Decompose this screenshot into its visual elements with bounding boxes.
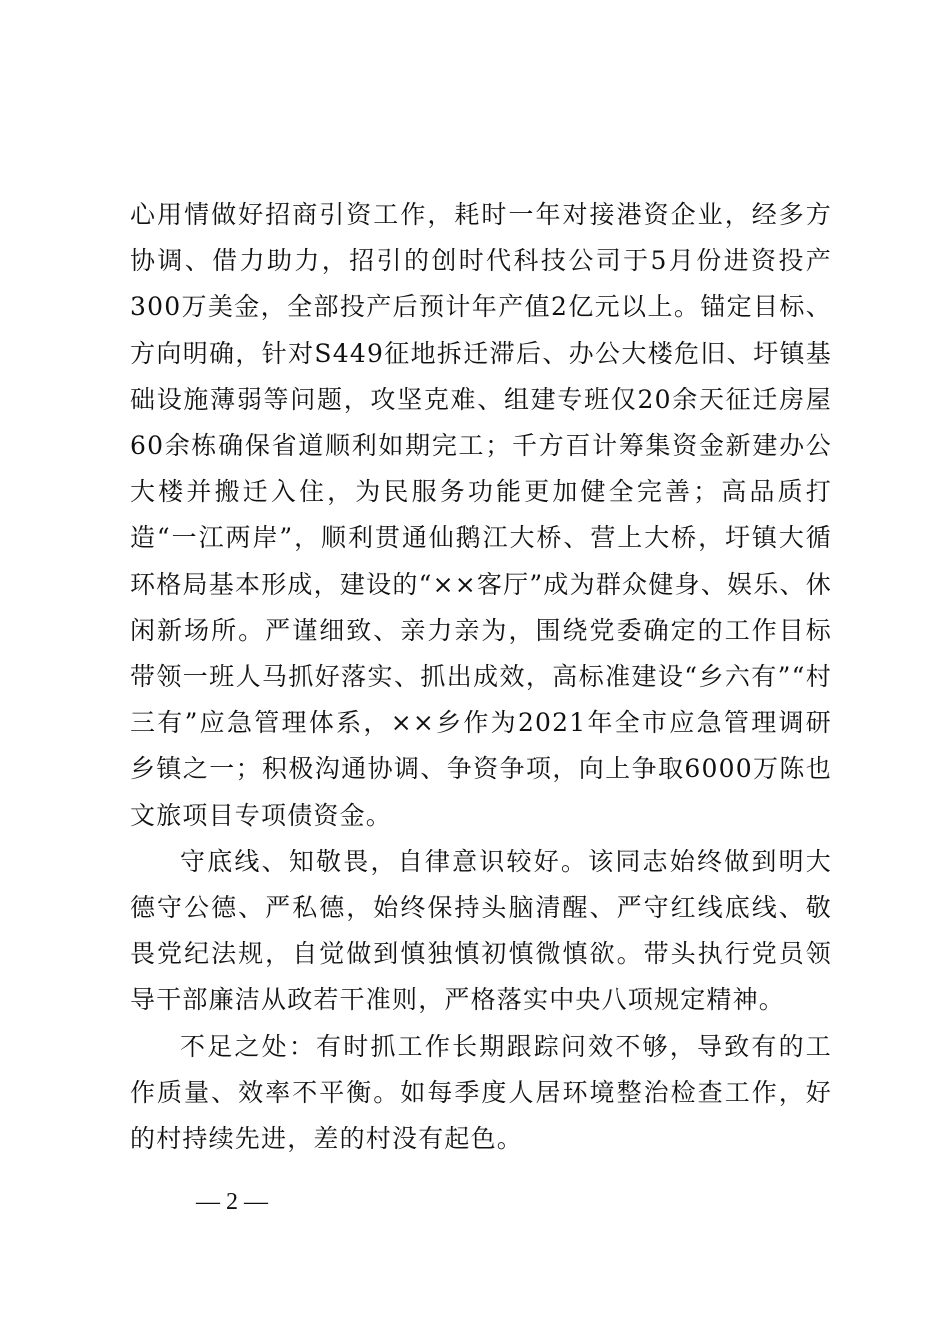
evaluation-paragraph-continued: 心用情做好招商引资工作，耗时一年对接港资企业，经多方协调、借力助力，招引的创时代科技公司于5月份进资投产300万美金，全部投产后预计年产值2亿元以上。锚定目标、方向明确，针对S449征地拆迁滞后、办公大楼危旧、圩镇基础设施薄弱等问题，攻坚克难、组建专班仅20余天征迁房屋60余栋确保省道顺利如期完工；千方百计筹集资金新建办公大楼并搬迁入住，为民服务功能更加健全完善；高品质打造“一江两岸”，顺利贯通仙鹅江大桥、营上大桥，圩镇大循环格局基本形成，建设的“××客厅”成为群众健身、娱乐、休闲新场所。严谨细致、亲力亲为，围绕党委确定的工作目标带领一班人马抓好落实、抓出成效，高标准建设“乡六有”“村三有”应急管理体系，××乡作为2021年全市应急管理调研乡镇之一；积极沟通协调、争资争项，向上争取6000万陈也文旅项目专项债资金。 — [130, 200, 832, 830]
integrity-paragraph: 守底线、知敬畏，自律意识较好。该同志始终做到明大德守公德、严私德，始终保持头脑清醒、严守红线底线、敬畏党纪法规，自觉做到慎独慎初慎微慎欲。带头执行党员领导干部廉洁从政若干准则，严格落实中央八项规定精神。 — [130, 846, 832, 1015]
document-body — [130, 192, 832, 1162]
shortcomings-paragraph: 不足之处：有时抓工作长期跟踪问效不够，导致有的工作质量、效率不平衡。如每季度人居环境整治检查工作，好的村持续先进，差的村没有起色。 — [130, 1031, 832, 1154]
page-number: — 2 — — [196, 1189, 268, 1215]
